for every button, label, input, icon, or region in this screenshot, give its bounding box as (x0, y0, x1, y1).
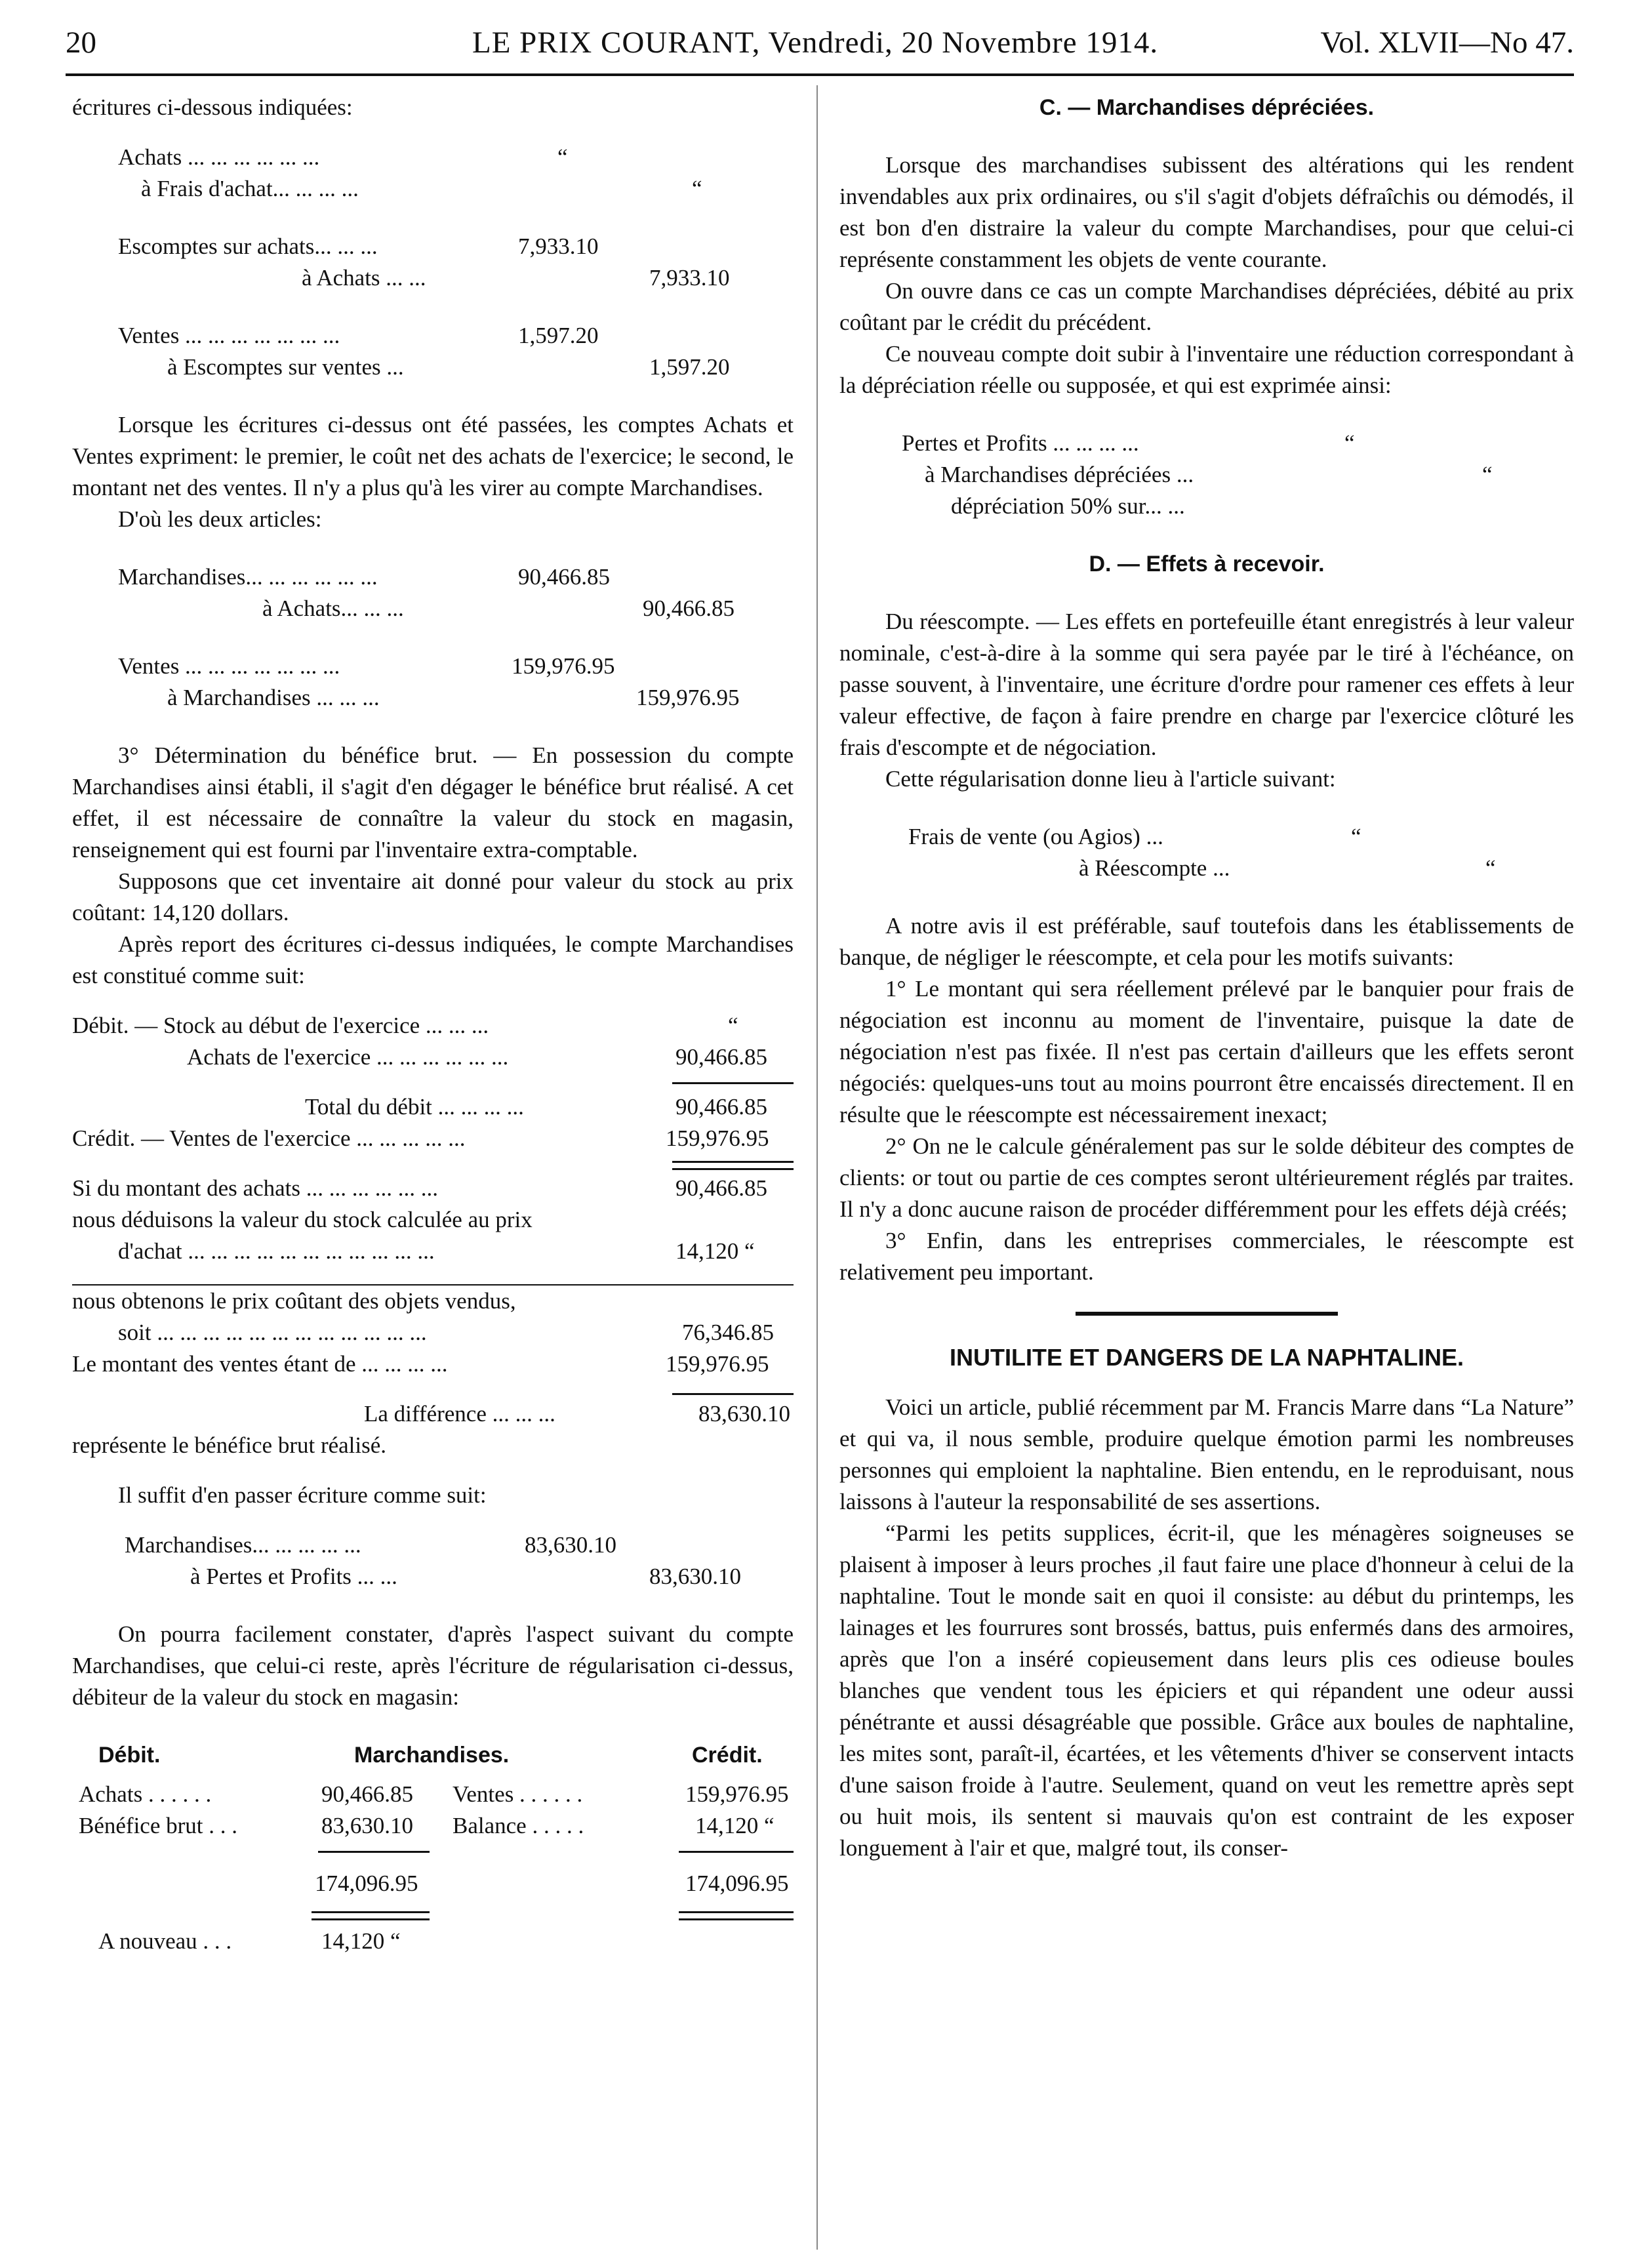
journal-entry-5 (72, 651, 794, 714)
entry-amount: 90,466.85 (643, 596, 735, 621)
statement-line: d'achat ... ... ... ... ... ... ... ... ... ... ... (118, 1238, 435, 1264)
section-heading: C. — Marchandises dépréciées. (1039, 95, 1375, 120)
paragraph: 2° On ne le calcule généralement pas sur le solde débiteur des comptes de clients: or tout ou partie de ces comptes seront ultérieurement réglés par traites. Il n'y a donc aucune raison de procéder différemment pour les effets déjà créés; (839, 1133, 1574, 1222)
column-divider (816, 85, 818, 2250)
paragraph: 3° Détermination du bénéfice brut. — En possession du compte Marchandises ainsi établi, il s'agit d'en dégager le bénéfice brut réalisé. A cet effet, il est nécessaire de connaître la valeur du stock en magasin, renseignement qui est fourni par l'inventaire extra-comptable. (72, 742, 794, 862)
paragraph: Ce nouveau compte doit subir à l'inventaire une réduction correspondant à la dépréciation réelle ou supposée, et qui est exprimée ainsi: (839, 341, 1574, 398)
statement-amount: 14,120 “ (675, 1238, 755, 1264)
entry-amount: 1,597.20 (518, 323, 599, 348)
entry-line: Ventes ... ... ... ... ... ... ... (118, 323, 340, 348)
ledger-credit-header: Crédit. (692, 1743, 763, 1768)
header-rule (66, 73, 1574, 76)
entry-amount: “ (1482, 462, 1493, 487)
entry-amount: 7,933.10 (649, 265, 730, 291)
statement-amount: 159,976.95 (666, 1351, 769, 1377)
ledger-total: 174,096.95 (315, 1871, 418, 1896)
entry-line: à Marchandises dépréciées ... (925, 462, 1194, 487)
underline (672, 1082, 794, 1084)
entry-line: Ventes ... ... ... ... ... ... ... (118, 653, 340, 679)
journal-entry-6 (72, 1529, 794, 1592)
paragraph: A notre avis il est préférable, sauf toutefois dans les établissements de banque, de négliger le réescompte, et cela pour les motifs suivants: (839, 913, 1574, 970)
page-header (66, 25, 1574, 77)
entry-line: Achats ... ... ... ... ... ... (118, 144, 320, 170)
statement-line: Achats de l'exercice ... ... ... ... ... ... (187, 1044, 509, 1070)
paragraph: On pourra facilement constater, d'après l'aspect suivant du compte Marchandises, que celui-ci reste, après l'écriture de régularisation ci-dessus, débiteur de la valeur du stock en magasin: (72, 1621, 794, 1710)
publication-title: LE PRIX COURANT, Vendredi, 20 Novembre 1914. (472, 26, 1159, 60)
statement-amount: “ (728, 1013, 738, 1038)
journal-entry-1 (72, 142, 794, 205)
entry-amount: “ (557, 144, 568, 170)
paragraph: Il suffit d'en passer écriture comme suit: (118, 1482, 487, 1508)
entry-line: Marchandises... ... ... ... ... (125, 1532, 361, 1558)
underline (318, 1851, 430, 1853)
entry-line: à Marchandises ... ... ... (167, 685, 380, 710)
ledger-total: 174,096.95 (685, 1871, 789, 1896)
ledger-amount: 159,976.95 (685, 1781, 789, 1807)
paragraph: On ouvre dans ce cas un compte Marchandises dépréciées, débité au prix coûtant par le crédit du précédent. (839, 278, 1574, 335)
entry-line: à Escomptes sur ventes ... (167, 354, 404, 380)
double-underline (312, 1911, 430, 1920)
statement-line: Le montant des ventes étant de ... ... ... ... (72, 1351, 448, 1377)
paragraph: Du réescompte. — Les effets en portefeuille étant enregistrés à leur valeur nominale, c'est-à-dire à la somme qui sera payée par le tiré à l'échéance, on passe souvent, à l'inventaire, une écriture d'ordre pour ramener ces effets à leur valeur effective, de façon à faire prendre en charge par l'exercice clôturé les frais d'escompte et de négociation. (839, 609, 1574, 760)
paragraph: Supposons que cet inventaire ait donné pour valeur du stock au prix coûtant: 14,120 dollars. (72, 868, 794, 925)
statement-line: nous déduisons la valeur du stock calculée au prix (72, 1207, 533, 1232)
entry-amount: 83,630.10 (649, 1564, 741, 1589)
section-separator (1076, 1312, 1338, 1316)
journal-entry-4 (72, 561, 794, 624)
underline (672, 1393, 794, 1395)
statement-line: Débit. — Stock au début de l'exercice ... ... ... (72, 1013, 489, 1038)
journal-entry-3 (72, 320, 794, 383)
paragraph: Après report des écritures ci-dessus indiquées, le compte Marchandises est constitué comme suit: (72, 931, 794, 988)
double-underline (672, 1161, 794, 1170)
entry-amount: 159,976.95 (636, 685, 740, 710)
page-number: 20 (66, 26, 96, 60)
entry-amount: 7,933.10 (518, 233, 599, 259)
entry-amount: 159,976.95 (512, 653, 615, 679)
entry-line: Pertes et Profits ... ... ... ... (902, 430, 1139, 456)
entry-line: dépréciation 50% sur... ... (951, 493, 1185, 519)
entry-line: Marchandises... ... ... ... ... ... (118, 564, 378, 590)
volume-label: Vol. XLVII—No 47. (1320, 26, 1574, 60)
statement-line: Crédit. — Ventes de l'exercice ... ... ... ... ... (72, 1125, 466, 1151)
entry-amount: 90,466.85 (518, 564, 610, 590)
ledger-amount: 90,466.85 (321, 1781, 413, 1807)
paragraph: Voici un article, publié récemment par M. Francis Marre dans “La Nature” et qui va, il nous semble, produire quelque émotion parmi les nombreuses personnes qui emploient la naphtaline. Bien entendu, en le reproduisant, nous laissons à l'auteur la responsabilité de ses assertions. (839, 1394, 1574, 1514)
paragraph: Lorsque les écritures ci-dessus ont été passées, les comptes Achats et Ventes expriment: le premier, le coût net des achats de l'exercice; le second, le montant net des ventes. Il n'y a plus qu'à les virer au compte Marchandises. (72, 412, 794, 500)
statement-line: soit ... ... ... ... ... ... ... ... ... ... ... ... (118, 1320, 427, 1345)
paragraph: 3° Enfin, dans les entreprises commerciales, le réescompte est relativement peu important. (839, 1228, 1574, 1285)
statement-amount: 90,466.85 (675, 1175, 767, 1201)
statement-amount: 76,346.85 (682, 1320, 774, 1345)
entry-line: à Achats ... ... (302, 265, 426, 291)
paragraph: 1° Le montant qui sera réellement prélevé par le banquier pour frais de négociation est inconnu au moment de l'inventaire, puisque la date de négociation n'est pas fixée. Il n'est pas certain d'ailleurs que les effets seront négociés: quelques-uns tout au moins pourront être encaissés directement. Il en résulte que le réescompte est nécessairement inexact; (839, 976, 1574, 1127)
statement-line: nous obtenons le prix coûtant des objets vendus, (72, 1288, 516, 1314)
underline (679, 1851, 794, 1853)
article-title: INUTILITE ET DANGERS DE LA NAPHTALINE. (949, 1344, 1464, 1371)
journal-entry-2 (72, 231, 794, 294)
journal-entry-c (839, 428, 1574, 522)
ledger-label: Bénéfice brut . . . (79, 1813, 237, 1838)
entry-line: à Réescompte ... (1079, 855, 1230, 881)
ledger-title: Marchandises. (354, 1743, 510, 1768)
ledger-account (72, 1739, 794, 1957)
paragraph: D'où les deux articles: (118, 506, 322, 532)
paragraph: “Parmi les petits supplices, écrit-il, que les ménagères soigneuses se plaisent à imposer à leurs proches ,il faut faire une place d'honneur à celui de la naphtaline. Tout le monde sait en quoi il consiste: au début du printemps, les lainages et les fourrures sont brossés, battus, puis enfermés dans des armoires, après que l'on a inséré copieusement dans leurs plis ces odieuse boules blanches que vendent tous les épiciers et qui répandent une odeur aussi pénétrante et aussi désagréable que possible. Grâce aux boules de naphtaline, les mites sont, paraît-il, écartées, et les vêtements d'hiver se conservent intacts d'une saison froide à l'autre. Seulement, quand on veut les remettre après sept ou huit mois, ils sentent si mauvais qu'on est contraint de les exposer longuement à l'air et que, malgré tout, ils conser- (839, 1520, 1574, 1861)
statement-line: La différence ... ... ... (364, 1401, 555, 1427)
entry-amount: “ (1351, 824, 1361, 849)
statement-amount: 159,976.95 (666, 1125, 769, 1151)
entry-amount: 1,597.20 (649, 354, 730, 380)
entry-line: Escomptes sur achats... ... ... (118, 233, 378, 259)
journal-entry-d (839, 821, 1574, 884)
paragraph: Cette régularisation donne lieu à l'article suivant: (885, 766, 1336, 792)
section-heading: D. — Effets à recevoir. (1089, 552, 1325, 577)
ledger-label: A nouveau . . . (98, 1928, 232, 1954)
paragraph: Lorsque des marchandises subissent des altérations qui les rendent invendables aux prix ordinaires, ou s'il s'agit d'objets défraîchis ou démodés, il est bon d'en distraire la valeur du compte Marchandises, pour que celui-ci représente constamment les objets de vente courante. (839, 152, 1574, 272)
ledger-label: Balance . . . . . (453, 1813, 584, 1838)
double-underline (679, 1911, 794, 1920)
ledger-amount: 14,120 “ (321, 1928, 401, 1954)
ledger-amount: 83,630.10 (321, 1813, 413, 1838)
entry-line: à Frais d'achat... ... ... ... (141, 176, 359, 201)
statement-amount: 90,466.85 (675, 1044, 767, 1070)
entry-line: à Achats... ... ... (262, 596, 404, 621)
entry-line: Frais de vente (ou Agios) ... (908, 824, 1163, 849)
ledger-label: Ventes . . . . . . (453, 1781, 583, 1807)
entry-amount: “ (1485, 855, 1496, 881)
statement-amount: 83,630.10 (698, 1401, 790, 1427)
entry-amount: 83,630.10 (525, 1532, 616, 1558)
statement-line: Si du montant des achats ... ... ... ... ... ... (72, 1175, 439, 1201)
statement-line: Total du débit ... ... ... ... (305, 1094, 524, 1120)
entry-line: à Pertes et Profits ... ... (190, 1564, 397, 1589)
statement-line: représente le bénéfice brut réalisé. (72, 1432, 387, 1458)
entry-amount: “ (692, 176, 702, 201)
ledger-label: Achats . . . . . . (79, 1781, 212, 1807)
left-column (72, 92, 794, 1957)
right-column (839, 92, 1574, 1864)
entry-amount: “ (1344, 430, 1355, 456)
intro-text: écritures ci-dessous indiquées: (72, 94, 353, 120)
ledger-debit-header: Débit. (98, 1743, 161, 1768)
ledger-amount: 14,120 “ (695, 1813, 775, 1838)
statement-amount: 90,466.85 (675, 1094, 767, 1120)
account-statement (72, 1010, 794, 1461)
